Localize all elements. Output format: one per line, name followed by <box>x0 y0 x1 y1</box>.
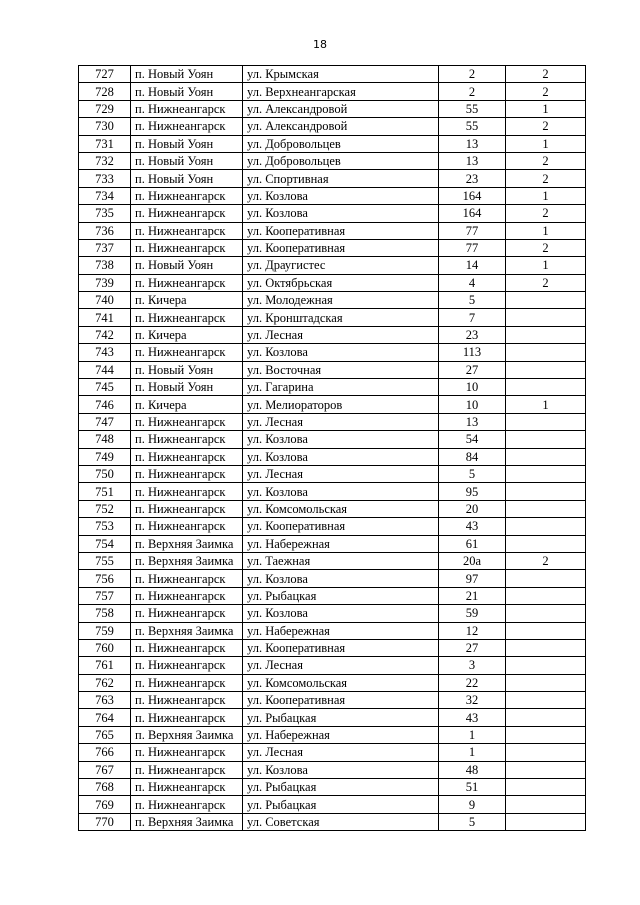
count-cell <box>506 813 586 830</box>
settlement-cell: п. Нижнеангарск <box>131 779 243 796</box>
house-number-cell: 5 <box>439 813 506 830</box>
count-cell <box>506 587 586 604</box>
count-cell: 1 <box>506 135 586 152</box>
row-number-cell: 740 <box>79 292 131 309</box>
table-row <box>79 187 586 204</box>
table-row <box>79 379 586 396</box>
settlement-cell: п. Нижнеангарск <box>131 483 243 500</box>
house-number-cell: 27 <box>439 639 506 656</box>
count-cell <box>506 779 586 796</box>
street-cell: ул. Таежная <box>243 552 439 569</box>
count-cell: 2 <box>506 152 586 169</box>
house-number-cell: 12 <box>439 622 506 639</box>
row-number-cell: 731 <box>79 135 131 152</box>
table-row <box>79 135 586 152</box>
street-cell: ул. Кооперативная <box>243 239 439 256</box>
street-cell: ул. Александровой <box>243 118 439 135</box>
settlement-cell: п. Нижнеангарск <box>131 222 243 239</box>
street-cell: ул. Козлова <box>243 448 439 465</box>
count-cell: 2 <box>506 205 586 222</box>
count-cell <box>506 639 586 656</box>
table-row <box>79 100 586 117</box>
table-row <box>79 66 586 83</box>
count-cell <box>506 465 586 482</box>
house-number-cell: 55 <box>439 118 506 135</box>
table-row <box>79 587 586 604</box>
table-row <box>79 205 586 222</box>
street-cell: ул. Козлова <box>243 344 439 361</box>
table-row <box>79 170 586 187</box>
street-cell: ул. Добровольцев <box>243 135 439 152</box>
table-row <box>79 309 586 326</box>
table-row <box>79 605 586 622</box>
settlement-cell: п. Нижнеангарск <box>131 761 243 778</box>
table-row <box>79 761 586 778</box>
settlement-cell: п. Нижнеангарск <box>131 709 243 726</box>
house-number-cell: 51 <box>439 779 506 796</box>
row-number-cell: 766 <box>79 744 131 761</box>
page-number: 18 <box>313 38 327 51</box>
row-number-cell: 745 <box>79 379 131 396</box>
row-number-cell: 751 <box>79 483 131 500</box>
row-number-cell: 736 <box>79 222 131 239</box>
house-number-cell: 4 <box>439 274 506 291</box>
house-number-cell: 21 <box>439 587 506 604</box>
house-number-cell: 1 <box>439 726 506 743</box>
street-cell: ул. Лесная <box>243 465 439 482</box>
count-cell <box>506 309 586 326</box>
house-number-cell: 2 <box>439 66 506 83</box>
settlement-cell: п. Нижнеангарск <box>131 239 243 256</box>
registry-table <box>78 65 586 831</box>
settlement-cell: п. Нижнеангарск <box>131 187 243 204</box>
house-number-cell: 77 <box>439 239 506 256</box>
house-number-cell: 13 <box>439 413 506 430</box>
street-cell: ул. Крымская <box>243 66 439 83</box>
street-cell: ул. Советская <box>243 813 439 830</box>
house-number-cell: 113 <box>439 344 506 361</box>
house-number-cell: 10 <box>439 396 506 413</box>
table-row <box>79 257 586 274</box>
row-number-cell: 746 <box>79 396 131 413</box>
table-row <box>79 396 586 413</box>
table-row <box>79 657 586 674</box>
settlement-cell: п. Верхняя Заимка <box>131 552 243 569</box>
street-cell: ул. Козлова <box>243 570 439 587</box>
house-number-cell: 32 <box>439 692 506 709</box>
house-number-cell: 61 <box>439 535 506 552</box>
table-row <box>79 622 586 639</box>
count-cell <box>506 500 586 517</box>
house-number-cell: 77 <box>439 222 506 239</box>
table-row <box>79 152 586 169</box>
street-cell: ул. Добровольцев <box>243 152 439 169</box>
count-cell: 2 <box>506 552 586 569</box>
house-number-cell: 43 <box>439 709 506 726</box>
house-number-cell: 20 <box>439 500 506 517</box>
row-number-cell: 753 <box>79 518 131 535</box>
row-number-cell: 728 <box>79 83 131 100</box>
street-cell: ул. Козлова <box>243 761 439 778</box>
count-cell <box>506 709 586 726</box>
table-row <box>79 292 586 309</box>
settlement-cell: п. Нижнеангарск <box>131 587 243 604</box>
row-number-cell: 758 <box>79 605 131 622</box>
count-cell <box>506 344 586 361</box>
street-cell: ул. Козлова <box>243 605 439 622</box>
table-row <box>79 118 586 135</box>
count-cell <box>506 448 586 465</box>
settlement-cell: п. Нижнеангарск <box>131 413 243 430</box>
row-number-cell: 742 <box>79 326 131 343</box>
row-number-cell: 768 <box>79 779 131 796</box>
count-cell: 1 <box>506 396 586 413</box>
count-cell: 2 <box>506 83 586 100</box>
street-cell: ул. Спортивная <box>243 170 439 187</box>
count-cell <box>506 622 586 639</box>
settlement-cell: п. Нижнеангарск <box>131 465 243 482</box>
settlement-cell: п. Нижнеангарск <box>131 639 243 656</box>
street-cell: ул. Козлова <box>243 431 439 448</box>
count-cell <box>506 657 586 674</box>
house-number-cell: 22 <box>439 674 506 691</box>
settlement-cell: п. Верхняя Заимка <box>131 726 243 743</box>
street-cell: ул. Лесная <box>243 413 439 430</box>
count-cell <box>506 379 586 396</box>
row-number-cell: 767 <box>79 761 131 778</box>
settlement-cell: п. Нижнеангарск <box>131 605 243 622</box>
row-number-cell: 739 <box>79 274 131 291</box>
street-cell: ул. Комсомольская <box>243 674 439 691</box>
settlement-cell: п. Новый Уоян <box>131 83 243 100</box>
settlement-cell: п. Нижнеангарск <box>131 274 243 291</box>
row-number-cell: 729 <box>79 100 131 117</box>
street-cell: ул. Молодежная <box>243 292 439 309</box>
table-row <box>79 431 586 448</box>
table-row <box>79 813 586 830</box>
row-number-cell: 741 <box>79 309 131 326</box>
table-row <box>79 413 586 430</box>
count-cell <box>506 413 586 430</box>
row-number-cell: 756 <box>79 570 131 587</box>
house-number-cell: 55 <box>439 100 506 117</box>
row-number-cell: 769 <box>79 796 131 813</box>
settlement-cell: п. Верхняя Заимка <box>131 535 243 552</box>
row-number-cell: 734 <box>79 187 131 204</box>
row-number-cell: 750 <box>79 465 131 482</box>
street-cell: ул. Рыбацкая <box>243 587 439 604</box>
count-cell: 1 <box>506 187 586 204</box>
row-number-cell: 744 <box>79 361 131 378</box>
house-number-cell: 27 <box>439 361 506 378</box>
settlement-cell: п. Новый Уоян <box>131 66 243 83</box>
house-number-cell: 84 <box>439 448 506 465</box>
house-number-cell: 54 <box>439 431 506 448</box>
settlement-cell: п. Нижнеангарск <box>131 118 243 135</box>
house-number-cell: 2 <box>439 83 506 100</box>
settlement-cell: п. Новый Уоян <box>131 257 243 274</box>
row-number-cell: 737 <box>79 239 131 256</box>
settlement-cell: п. Нижнеангарск <box>131 309 243 326</box>
table-row <box>79 518 586 535</box>
table-row <box>79 535 586 552</box>
settlement-cell: п. Новый Уоян <box>131 152 243 169</box>
settlement-cell: п. Нижнеангарск <box>131 448 243 465</box>
house-number-cell: 13 <box>439 135 506 152</box>
house-number-cell: 9 <box>439 796 506 813</box>
count-cell: 2 <box>506 170 586 187</box>
row-number-cell: 765 <box>79 726 131 743</box>
table-row <box>79 222 586 239</box>
house-number-cell: 95 <box>439 483 506 500</box>
count-cell: 1 <box>506 100 586 117</box>
settlement-cell: п. Новый Уоян <box>131 135 243 152</box>
count-cell <box>506 726 586 743</box>
row-number-cell: 755 <box>79 552 131 569</box>
row-number-cell: 748 <box>79 431 131 448</box>
settlement-cell: п. Нижнеангарск <box>131 500 243 517</box>
table-row <box>79 779 586 796</box>
settlement-cell: п. Нижнеангарск <box>131 692 243 709</box>
street-cell: ул. Лесная <box>243 326 439 343</box>
house-number-cell: 5 <box>439 292 506 309</box>
count-cell: 2 <box>506 274 586 291</box>
table-row <box>79 796 586 813</box>
settlement-cell: п. Нижнеангарск <box>131 796 243 813</box>
row-number-cell: 730 <box>79 118 131 135</box>
settlement-cell: п. Нижнеангарск <box>131 100 243 117</box>
count-cell <box>506 483 586 500</box>
table-row <box>79 361 586 378</box>
street-cell: ул. Козлова <box>243 483 439 500</box>
house-number-cell: 23 <box>439 170 506 187</box>
row-number-cell: 733 <box>79 170 131 187</box>
settlement-cell: п. Нижнеангарск <box>131 205 243 222</box>
street-cell: ул. Александровой <box>243 100 439 117</box>
street-cell: ул. Набережная <box>243 726 439 743</box>
street-cell: ул. Кооперативная <box>243 639 439 656</box>
street-cell: ул. Кооперативная <box>243 692 439 709</box>
table-row <box>79 639 586 656</box>
count-cell <box>506 605 586 622</box>
street-cell: ул. Верхнеангарская <box>243 83 439 100</box>
table-row <box>79 483 586 500</box>
house-number-cell: 14 <box>439 257 506 274</box>
house-number-cell: 59 <box>439 605 506 622</box>
settlement-cell: п. Нижнеангарск <box>131 657 243 674</box>
count-cell: 1 <box>506 257 586 274</box>
registry-table-body <box>79 66 586 831</box>
count-cell <box>506 796 586 813</box>
row-number-cell: 764 <box>79 709 131 726</box>
count-cell: 2 <box>506 239 586 256</box>
house-number-cell: 13 <box>439 152 506 169</box>
table-row <box>79 726 586 743</box>
count-cell <box>506 431 586 448</box>
row-number-cell: 757 <box>79 587 131 604</box>
row-number-cell: 752 <box>79 500 131 517</box>
settlement-cell: п. Нижнеангарск <box>131 570 243 587</box>
settlement-cell: п. Нижнеангарск <box>131 431 243 448</box>
street-cell: ул. Лесная <box>243 657 439 674</box>
table-row <box>79 674 586 691</box>
house-number-cell: 7 <box>439 309 506 326</box>
row-number-cell: 760 <box>79 639 131 656</box>
house-number-cell: 10 <box>439 379 506 396</box>
row-number-cell: 738 <box>79 257 131 274</box>
settlement-cell: п. Верхняя Заимка <box>131 813 243 830</box>
row-number-cell: 743 <box>79 344 131 361</box>
street-cell: ул. Рыбацкая <box>243 796 439 813</box>
count-cell <box>506 361 586 378</box>
street-cell: ул. Восточная <box>243 361 439 378</box>
count-cell: 2 <box>506 118 586 135</box>
row-number-cell: 732 <box>79 152 131 169</box>
house-number-cell: 97 <box>439 570 506 587</box>
count-cell <box>506 535 586 552</box>
table-row <box>79 274 586 291</box>
count-cell <box>506 744 586 761</box>
settlement-cell: п. Нижнеангарск <box>131 744 243 761</box>
count-cell <box>506 518 586 535</box>
settlement-cell: п. Новый Уоян <box>131 379 243 396</box>
settlement-cell: п. Кичера <box>131 396 243 413</box>
count-cell <box>506 570 586 587</box>
street-cell: ул. Кооперативная <box>243 222 439 239</box>
count-cell: 1 <box>506 222 586 239</box>
street-cell: ул. Комсомольская <box>243 500 439 517</box>
count-cell <box>506 674 586 691</box>
row-number-cell: 762 <box>79 674 131 691</box>
house-number-cell: 164 <box>439 205 506 222</box>
street-cell: ул. Мелиораторов <box>243 396 439 413</box>
row-number-cell: 763 <box>79 692 131 709</box>
table-row <box>79 500 586 517</box>
table-row <box>79 239 586 256</box>
row-number-cell: 727 <box>79 66 131 83</box>
house-number-cell: 3 <box>439 657 506 674</box>
count-cell <box>506 326 586 343</box>
street-cell: ул. Козлова <box>243 187 439 204</box>
house-number-cell: 48 <box>439 761 506 778</box>
table-row <box>79 448 586 465</box>
table-row <box>79 744 586 761</box>
row-number-cell: 747 <box>79 413 131 430</box>
table-row <box>79 326 586 343</box>
settlement-cell: п. Кичера <box>131 292 243 309</box>
street-cell: ул. Набережная <box>243 535 439 552</box>
street-cell: ул. Рыбацкая <box>243 709 439 726</box>
count-cell <box>506 292 586 309</box>
settlement-cell: п. Новый Уоян <box>131 170 243 187</box>
settlement-cell: п. Кичера <box>131 326 243 343</box>
house-number-cell: 5 <box>439 465 506 482</box>
row-number-cell: 759 <box>79 622 131 639</box>
street-cell: ул. Гагарина <box>243 379 439 396</box>
settlement-cell: п. Нижнеангарск <box>131 518 243 535</box>
settlement-cell: п. Нижнеангарск <box>131 674 243 691</box>
street-cell: ул. Октябрьская <box>243 274 439 291</box>
street-cell: ул. Набережная <box>243 622 439 639</box>
street-cell: ул. Кронштадская <box>243 309 439 326</box>
row-number-cell: 735 <box>79 205 131 222</box>
row-number-cell: 761 <box>79 657 131 674</box>
street-cell: ул. Козлова <box>243 205 439 222</box>
street-cell: ул. Драугистес <box>243 257 439 274</box>
row-number-cell: 749 <box>79 448 131 465</box>
settlement-cell: п. Нижнеангарск <box>131 344 243 361</box>
street-cell: ул. Кооперативная <box>243 518 439 535</box>
row-number-cell: 754 <box>79 535 131 552</box>
table-row <box>79 692 586 709</box>
settlement-cell: п. Новый Уоян <box>131 361 243 378</box>
house-number-cell: 1 <box>439 744 506 761</box>
settlement-cell: п. Верхняя Заимка <box>131 622 243 639</box>
street-cell: ул. Лесная <box>243 744 439 761</box>
house-number-cell: 23 <box>439 326 506 343</box>
house-number-cell: 43 <box>439 518 506 535</box>
street-cell: ул. Рыбацкая <box>243 779 439 796</box>
table-row <box>79 344 586 361</box>
house-number-cell: 164 <box>439 187 506 204</box>
table-row <box>79 570 586 587</box>
count-cell <box>506 692 586 709</box>
table-row <box>79 709 586 726</box>
house-number-cell: 20а <box>439 552 506 569</box>
count-cell <box>506 761 586 778</box>
table-row <box>79 83 586 100</box>
row-number-cell: 770 <box>79 813 131 830</box>
table-row <box>79 552 586 569</box>
table-row <box>79 465 586 482</box>
count-cell: 2 <box>506 66 586 83</box>
